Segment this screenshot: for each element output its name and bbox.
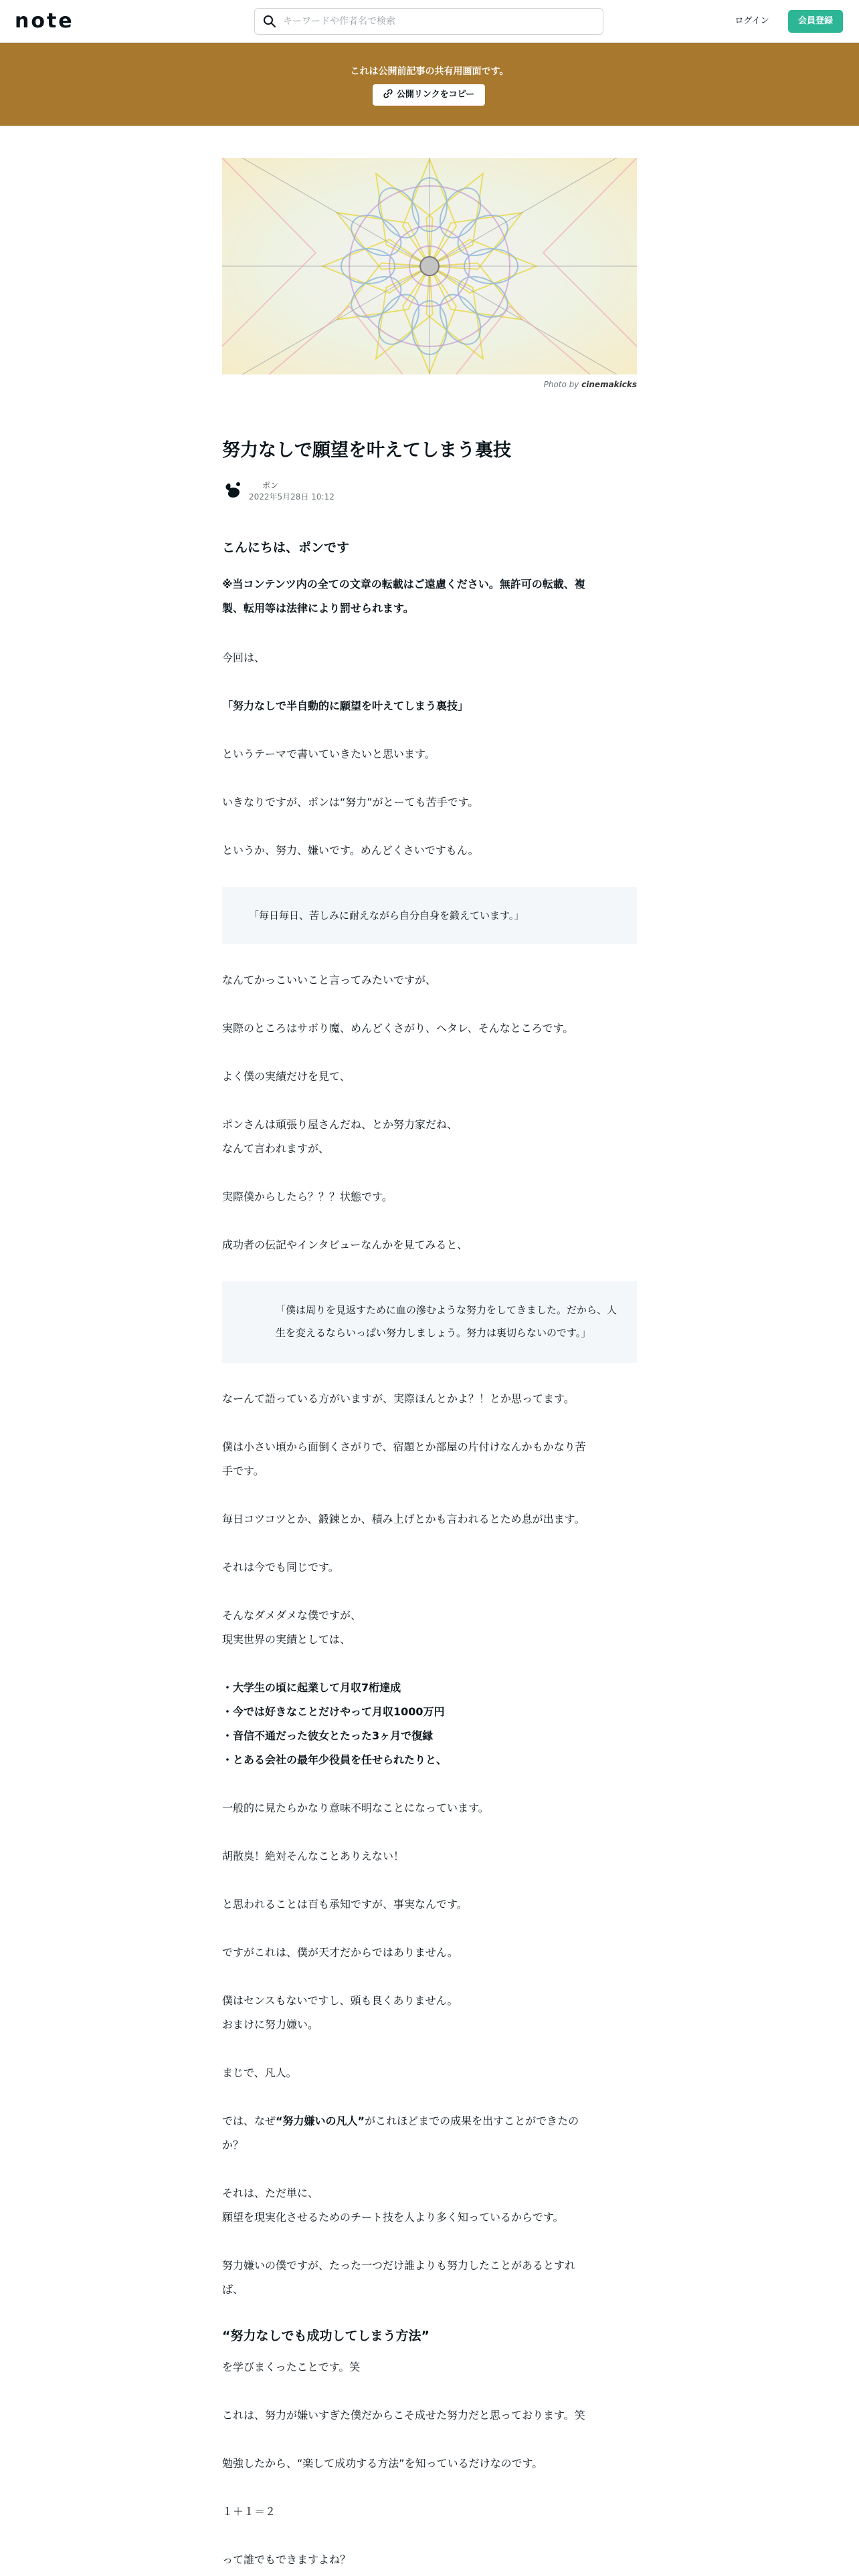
paragraph-line: そんなダメダメな僕ですが、 — [222, 1609, 362, 1622]
achievement-list — [222, 1676, 637, 1772]
signup-button[interactable]: 会員登録 — [788, 10, 843, 33]
paragraph-line: 手です。 — [222, 1465, 264, 1477]
paragraph: って誰でもできますよね？ — [222, 2553, 351, 2566]
banner-message: これは公開前記事の共有用画面です。 — [350, 66, 509, 77]
paragraph: というテーマで書いていきたいと思います。 — [222, 748, 436, 760]
paragraph-line: 現実世界の実績としては、 — [222, 1633, 351, 1646]
copy-link-button[interactable] — [373, 84, 485, 106]
list-item: ・とある会社の最年少役員を任せられたりと、 — [222, 1753, 448, 1766]
paragraph-line: ば、 — [222, 2283, 244, 2296]
blockquote — [222, 887, 637, 944]
paragraph: これは、努力が嫌いすぎた僕だからこそ成せた努力だと思っております。笑 — [222, 2409, 585, 2422]
paragraph: 実際のところはサボり魔、めんどくさがり、ヘタレ、そんなところです。 — [222, 1022, 574, 1035]
list-item: ・今では好きなことだけやって月収1000万円 — [222, 1705, 445, 1718]
notice-line: ※当コンテンツ内の全ての文章の転載はご遠慮ください。無許可の転載、複 — [222, 578, 585, 591]
paragraph-text: がこれほどまでの成果を出すことができたの — [365, 2115, 579, 2127]
paragraph: というか、努力、嫌いです。めんどくさいですもん。 — [222, 844, 479, 857]
paragraph: 成功者の伝記やインタビューなんかを見てみると、 — [222, 1239, 468, 1251]
paragraph: １＋１＝２ — [222, 2505, 276, 2518]
post-date: 2022年5月28日 10:12 — [249, 492, 335, 502]
author-avatar-icon[interactable] — [222, 479, 245, 502]
paragraph: それは今でも同じです。 — [222, 1561, 339, 1574]
paragraph-line: 努力嫌いの僕ですが、たった一つだけ誰よりも努力したことがあるとすれ — [222, 2259, 576, 2272]
credit-author-link[interactable]: cinemakicks — [581, 380, 637, 389]
list-item: ・大学生の頃に起業して月収7桁達成 — [222, 1681, 401, 1694]
paragraph: いきなりですが、ポンは“努力”がとーても苦手です。 — [222, 796, 479, 809]
paragraph-text: では、なぜ — [222, 2115, 276, 2127]
quote-text: 「毎日毎日、苦しみに耐えながら自分自身を鍛えています。」 — [249, 909, 524, 922]
paragraph: 毎日コツコツとか、鍛錬とか、積み上げとかも言われるとため息が出ます。 — [222, 1513, 585, 1525]
search-input[interactable] — [283, 9, 597, 34]
paragraph-line: それは、ただ単に、 — [222, 2187, 319, 2199]
paragraph: 胡散臭！絶対そんなことありえない！ — [222, 1850, 405, 1862]
search-box[interactable] — [254, 8, 603, 35]
credit-prefix: Photo by — [543, 380, 582, 389]
paragraph-line: おまけに努力嫌い。 — [222, 2018, 319, 2031]
preview-banner — [0, 43, 859, 126]
quote-text — [249, 1299, 624, 1339]
paragraph-line: なんて言われますが、 — [222, 1142, 330, 1155]
paragraph: 勉強したから、“楽して成功する方法”を知っているだけなのです。 — [222, 2457, 543, 2470]
copy-link-label: 公開リンクをコピー — [396, 90, 475, 100]
paragraph: 実際僕からしたら？？？状態です。 — [222, 1190, 393, 1203]
paragraph: ですがこれは、僕が天才だからではありません。 — [222, 1946, 458, 1959]
login-link[interactable]: ログイン — [735, 16, 769, 26]
paragraph: なーんて語っている方がいますが、実際ほんとかよ？！とか思ってます。 — [222, 1392, 575, 1405]
quote-line: 「僕は周りを見返すために血の滲むような努力をしてきました。だから、人 — [276, 1304, 617, 1316]
paragraph-line: 僕は小さい頃から面倒くさがりで、宿題とか部屋の片付けなんかもかなり苦 — [222, 1440, 586, 1453]
paragraph-line: ポンさんは頑張り屋さんだね、とか努力家だね、 — [222, 1118, 458, 1131]
paragraph-line: か？ — [222, 2139, 244, 2151]
paragraph — [222, 1604, 637, 1652]
link-icon — [383, 89, 393, 98]
eyecatch-image — [222, 158, 637, 374]
note-logo[interactable]: note — [15, 9, 74, 33]
paragraph — [222, 2109, 637, 2157]
paragraph: まじで、凡人。 — [222, 2066, 297, 2079]
paragraph — [222, 1435, 637, 1483]
photo-credit — [222, 380, 637, 389]
site-header — [0, 0, 859, 43]
paragraph — [222, 1989, 637, 2037]
list-item: ・音信不通だった彼女とたった3ヶ月で復縁 — [222, 1729, 434, 1742]
emphasis-text: “努力嫌いの凡人” — [276, 2115, 365, 2127]
paragraph: 今回は、 — [222, 651, 266, 664]
quote-line: 生を変えるならいっぱい努力しましょう。努力は裏切らないのです。」 — [276, 1327, 591, 1339]
paragraph — [222, 1113, 637, 1161]
paragraph: なんてかっこいいこと言ってみたいですが、 — [222, 974, 437, 986]
greeting-heading: こんにちは、ポンです — [222, 540, 350, 555]
paragraph: よく僕の実績だけを見て、 — [222, 1070, 351, 1083]
paragraph: を学びまくったことです。笑 — [222, 2361, 361, 2373]
search-icon — [263, 15, 276, 28]
theme-statement: 「努力なしで半自動的に願望を叶えてしまう裏技」 — [222, 700, 469, 712]
copyright-notice — [222, 572, 637, 621]
author-name[interactable]: ポン — [262, 481, 279, 490]
paragraph: 一般的に見たらかなり意味不明なことになっています。 — [222, 1802, 489, 1814]
method-heading: “努力なしでも成功してしまう方法” — [222, 2329, 430, 2343]
paragraph — [222, 2181, 637, 2230]
paragraph-line: 僕はセンスもないですし、頭も良くありません。 — [222, 1994, 458, 2007]
article-title: 努力なしで願望を叶えてしまう裏技 — [222, 440, 511, 461]
kaleidoscope-image — [222, 158, 637, 374]
notice-line: 製、転用等は法律により罰せられます。 — [222, 602, 414, 615]
paragraph — [222, 2254, 637, 2302]
paragraph: と思われることは百も承知ですが、事実なんです。 — [222, 1898, 468, 1911]
paragraph-line: 願望を現実化させるためのチート技を人より多く知っているからです。 — [222, 2211, 564, 2224]
blockquote — [222, 1281, 637, 1363]
